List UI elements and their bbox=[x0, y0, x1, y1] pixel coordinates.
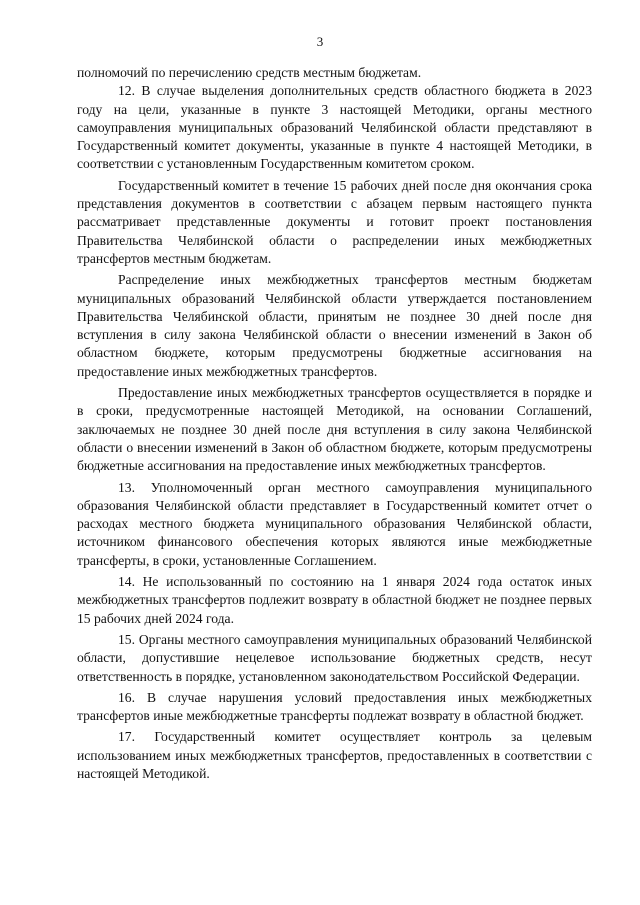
document-body bbox=[77, 64, 592, 783]
paragraph-item-12-provision: Предоставление иных межбюджетных трансфертов осуществляется в порядке и в сроки, предусмотренные настоящей Методикой, на основании Соглашений, заключаемых не позднее 30 дней после дня вступления в силу закона Челябинской области о внесении изменений в Закон об областном бюджете, которым предусмотрены бюджетные ассигнования на предоставление иных межбюджетных трансфертов. bbox=[77, 385, 592, 474]
paragraph-item-14: 14. Не использованный по состоянию на 1 января 2024 года остаток иных межбюджетных трансфертов подлежит возврату в областной бюджет не позднее первых 15 рабочих дней 2024 года. bbox=[77, 574, 592, 626]
paragraph-item-17: 17. Государственный комитет осуществляет контроль за целевым использованием иных межбюджетных трансфертов, предоставленных в соответствии с настоящей Методикой. bbox=[77, 729, 592, 781]
paragraph-continuation: полномочий по перечислению средств местным бюджетам. bbox=[77, 65, 422, 80]
page-number: 3 bbox=[316, 34, 324, 49]
paragraph-item-13: 13. Уполномоченный орган местного самоуправления муниципального образования Челябинской области представляет в Государственный комитет отчет о расходах местного бюджета муниципального образования Челябинской области, источником финансового обеспечения которых являются иные межбюджетные трансферты, в сроки, установленные Соглашением. bbox=[77, 479, 592, 568]
paragraph-item-16: 16. В случае нарушения условий предоставления иных межбюджетных трансфертов иные межбюджетные трансферты подлежат возврату в областной бюджет. bbox=[77, 689, 592, 724]
paragraph-item-12-review: Государственный комитет в течение 15 рабочих дней после дня окончания срока представления документов в соответствии с абзацем первым настоящего пункта рассматривает представленные документы и готовит проект постановления Правительства Челябинской области о распределении иных межбюджетных трансфертов местным бюджетам. bbox=[77, 177, 592, 266]
paragraph-item-15: 15. Органы местного самоуправления муниципальных образований Челябинской области, допустившие нецелевое использование бюджетных средств, несут ответственность в порядке, установленном законодательством Российской Федерации. bbox=[77, 631, 592, 684]
paragraph-item-12-distribution: Распределение иных межбюджетных трансфертов местным бюджетам муниципальных образований Челябинской области утверждается постановлением Правительства Челябинской области, принятым не позднее 30 дней после дня вступления в силу закона Челябинской области о внесении изменений в Закон об областном бюджете, которым предусмотрены бюджетные ассигнования на предоставление иных межбюджетных трансфертов. bbox=[77, 272, 592, 379]
paragraph-item-12: 12. В случае выделения дополнительных средств областного бюджета в 2023 году на цели, указанные в пункте 3 настоящей Методики, органы местного самоуправления муниципальных образований Челябинской области представляют в Государственный комитет документы, указанные в пункте 4 настоящей Методики, в соответствии с установленным Государственным комитетом сроком. bbox=[77, 83, 592, 172]
